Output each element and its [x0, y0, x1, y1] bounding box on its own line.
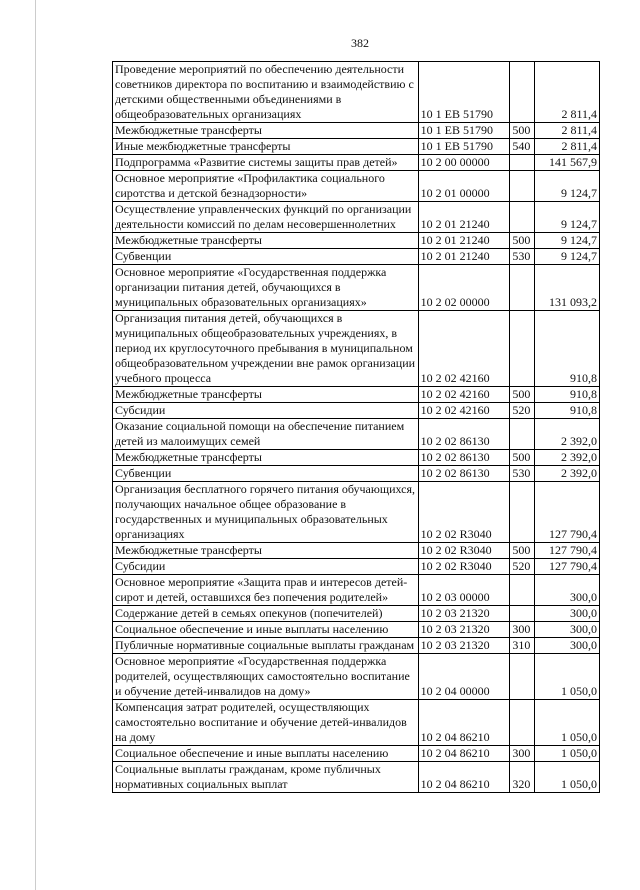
- row-code-cell: 10 2 04 86210: [418, 700, 510, 746]
- row-code-cell: 10 2 01 21240: [418, 249, 510, 265]
- row-name-cell: Субвенции: [113, 466, 419, 482]
- row-code-cell: 10 2 02 42160: [418, 403, 510, 419]
- row-name-cell: Оказание социальной помощи на обеспечение питанием детей из малоимущих семей: [113, 419, 419, 450]
- row-vr-cell: [510, 482, 534, 543]
- row-name-cell: Осуществление управленческих функций по организации деятельности комиссий по делам несовершеннолетних: [113, 202, 419, 233]
- row-name-cell: Межбюджетные трансферты: [113, 123, 419, 139]
- row-vr-cell: 320: [510, 762, 534, 793]
- table-row: [113, 155, 600, 171]
- table-row: [113, 622, 600, 638]
- row-code-cell: 10 2 02 R3040: [418, 559, 510, 575]
- row-sum-cell: 127 790,4: [534, 543, 599, 559]
- row-sum-cell: 2 811,4: [534, 139, 599, 155]
- table-row: [113, 466, 600, 482]
- table-row: [113, 249, 600, 265]
- page-margin-line: [35, 0, 36, 890]
- row-sum-cell: 1 050,0: [534, 654, 599, 700]
- table-row: [113, 123, 600, 139]
- row-code-cell: 10 2 02 00000: [418, 265, 510, 311]
- row-name-cell: Основное мероприятие «Государственная поддержка организации питания детей, обучающихся в муниципальных образовательных организациях»: [113, 265, 419, 311]
- row-vr-cell: 500: [510, 233, 534, 249]
- table-row: [113, 171, 600, 202]
- row-name-cell: Иные межбюджетные трансферты: [113, 139, 419, 155]
- row-code-cell: 10 2 00 00000: [418, 155, 510, 171]
- row-name-cell: Подпрограмма «Развитие системы защиты прав детей»: [113, 155, 419, 171]
- row-vr-cell: 540: [510, 139, 534, 155]
- row-vr-cell: 310: [510, 638, 534, 654]
- table-row: [113, 606, 600, 622]
- table-row: [113, 403, 600, 419]
- row-code-cell: 10 2 02 R3040: [418, 482, 510, 543]
- row-code-cell: 10 1 EB 51790: [418, 123, 510, 139]
- row-sum-cell: 2 811,4: [534, 123, 599, 139]
- row-sum-cell: 300,0: [534, 638, 599, 654]
- row-vr-cell: [510, 606, 534, 622]
- table-row: [113, 559, 600, 575]
- row-code-cell: 10 2 02 R3040: [418, 543, 510, 559]
- row-vr-cell: 520: [510, 559, 534, 575]
- row-sum-cell: 1 050,0: [534, 762, 599, 793]
- row-sum-cell: 910,8: [534, 403, 599, 419]
- row-sum-cell: 300,0: [534, 606, 599, 622]
- row-name-cell: Межбюджетные трансферты: [113, 387, 419, 403]
- row-sum-cell: 1 050,0: [534, 746, 599, 762]
- table-row: [113, 638, 600, 654]
- row-code-cell: 10 2 02 86130: [418, 450, 510, 466]
- row-name-cell: Организация бесплатного горячего питания обучающихся, получающих начальное общее образование в государственных и муниципальных образовательных организациях: [113, 482, 419, 543]
- row-vr-cell: [510, 171, 534, 202]
- table-row: [113, 139, 600, 155]
- page-number: 382: [351, 36, 369, 50]
- row-vr-cell: 530: [510, 249, 534, 265]
- table-row: [113, 62, 600, 123]
- row-sum-cell: 141 567,9: [534, 155, 599, 171]
- table-row: [113, 654, 600, 700]
- row-sum-cell: 9 124,7: [534, 249, 599, 265]
- row-code-cell: 10 2 03 21320: [418, 638, 510, 654]
- row-vr-cell: [510, 202, 534, 233]
- table-row: [113, 419, 600, 450]
- row-sum-cell: 131 093,2: [534, 265, 599, 311]
- table-row: [113, 700, 600, 746]
- row-code-cell: 10 1 EB 51790: [418, 62, 510, 123]
- row-code-cell: 10 2 02 86130: [418, 419, 510, 450]
- row-name-cell: Проведение мероприятий по обеспечению деятельности советников директора по воспитанию и взаимодействию с детскими общественными объединениями в общеобразовательных организациях: [113, 62, 419, 123]
- row-sum-cell: 9 124,7: [534, 233, 599, 249]
- row-name-cell: Компенсация затрат родителей, осуществляющих самостоятельно воспитание и обучение детей-инвалидов на дому: [113, 700, 419, 746]
- row-vr-cell: 500: [510, 543, 534, 559]
- row-code-cell: 10 2 03 00000: [418, 575, 510, 606]
- row-sum-cell: 9 124,7: [534, 171, 599, 202]
- row-sum-cell: 300,0: [534, 575, 599, 606]
- row-code-cell: 10 2 04 00000: [418, 654, 510, 700]
- row-name-cell: Основное мероприятие «Защита прав и интересов детей-сирот и детей, оставшихся без попечения родителей»: [113, 575, 419, 606]
- row-sum-cell: 910,8: [534, 311, 599, 387]
- table-row: [113, 450, 600, 466]
- row-vr-cell: 530: [510, 466, 534, 482]
- row-name-cell: Социальное обеспечение и иные выплаты населению: [113, 746, 419, 762]
- row-name-cell: Публичные нормативные социальные выплаты гражданам: [113, 638, 419, 654]
- table-row: [113, 575, 600, 606]
- row-code-cell: 10 2 01 21240: [418, 233, 510, 249]
- row-code-cell: 10 2 02 42160: [418, 311, 510, 387]
- table-row: [113, 746, 600, 762]
- row-vr-cell: 500: [510, 450, 534, 466]
- row-vr-cell: 500: [510, 387, 534, 403]
- table-row: [113, 233, 600, 249]
- row-sum-cell: 127 790,4: [534, 559, 599, 575]
- row-code-cell: 10 2 01 21240: [418, 202, 510, 233]
- row-name-cell: Межбюджетные трансферты: [113, 233, 419, 249]
- table-row: [113, 543, 600, 559]
- row-code-cell: 10 2 02 42160: [418, 387, 510, 403]
- row-vr-cell: 300: [510, 746, 534, 762]
- row-vr-cell: [510, 311, 534, 387]
- table-row: [113, 202, 600, 233]
- row-code-cell: 10 2 04 86210: [418, 746, 510, 762]
- row-sum-cell: 910,8: [534, 387, 599, 403]
- row-vr-cell: 300: [510, 622, 534, 638]
- row-name-cell: Содержание детей в семьях опекунов (попечителей): [113, 606, 419, 622]
- table-row: [113, 482, 600, 543]
- row-sum-cell: 127 790,4: [534, 482, 599, 543]
- row-sum-cell: 1 050,0: [534, 700, 599, 746]
- table-row: [113, 265, 600, 311]
- budget-table: [112, 61, 600, 793]
- row-name-cell: Межбюджетные трансферты: [113, 543, 419, 559]
- row-sum-cell: 2 811,4: [534, 62, 599, 123]
- table-row: [113, 311, 600, 387]
- row-sum-cell: 2 392,0: [534, 466, 599, 482]
- row-vr-cell: [510, 575, 534, 606]
- row-vr-cell: [510, 155, 534, 171]
- table-row: [113, 387, 600, 403]
- row-vr-cell: 520: [510, 403, 534, 419]
- row-vr-cell: [510, 62, 534, 123]
- row-sum-cell: 2 392,0: [534, 419, 599, 450]
- row-name-cell: Основное мероприятие «Профилактика социального сиротства и детской безнадзорности»: [113, 171, 419, 202]
- row-vr-cell: [510, 654, 534, 700]
- row-name-cell: Субсидии: [113, 559, 419, 575]
- row-code-cell: 10 2 02 86130: [418, 466, 510, 482]
- row-code-cell: 10 2 04 86210: [418, 762, 510, 793]
- row-name-cell: Субвенции: [113, 249, 419, 265]
- budget-table-body: [113, 62, 600, 793]
- row-code-cell: 10 2 01 00000: [418, 171, 510, 202]
- row-code-cell: 10 2 03 21320: [418, 622, 510, 638]
- row-name-cell: Социальное обеспечение и иные выплаты населению: [113, 622, 419, 638]
- row-sum-cell: 2 392,0: [534, 450, 599, 466]
- row-vr-cell: [510, 419, 534, 450]
- row-code-cell: 10 2 03 21320: [418, 606, 510, 622]
- row-sum-cell: 300,0: [534, 622, 599, 638]
- row-name-cell: Субсидии: [113, 403, 419, 419]
- row-name-cell: Межбюджетные трансферты: [113, 450, 419, 466]
- row-sum-cell: 9 124,7: [534, 202, 599, 233]
- row-vr-cell: [510, 700, 534, 746]
- table-row: [113, 762, 600, 793]
- row-code-cell: 10 1 EB 51790: [418, 139, 510, 155]
- row-name-cell: Социальные выплаты гражданам, кроме публичных нормативных социальных выплат: [113, 762, 419, 793]
- row-name-cell: Основное мероприятие «Государственная поддержка родителей, осуществляющих самостоятельно воспитание и обучение детей-инвалидов на дому»: [113, 654, 419, 700]
- row-name-cell: Организация питания детей, обучающихся в муниципальных общеобразовательных учреждениях, в период их круглосуточного пребывания в муниципальном общеобразовательном учреждении вне рамок организации учебного процесса: [113, 311, 419, 387]
- row-vr-cell: 500: [510, 123, 534, 139]
- row-vr-cell: [510, 265, 534, 311]
